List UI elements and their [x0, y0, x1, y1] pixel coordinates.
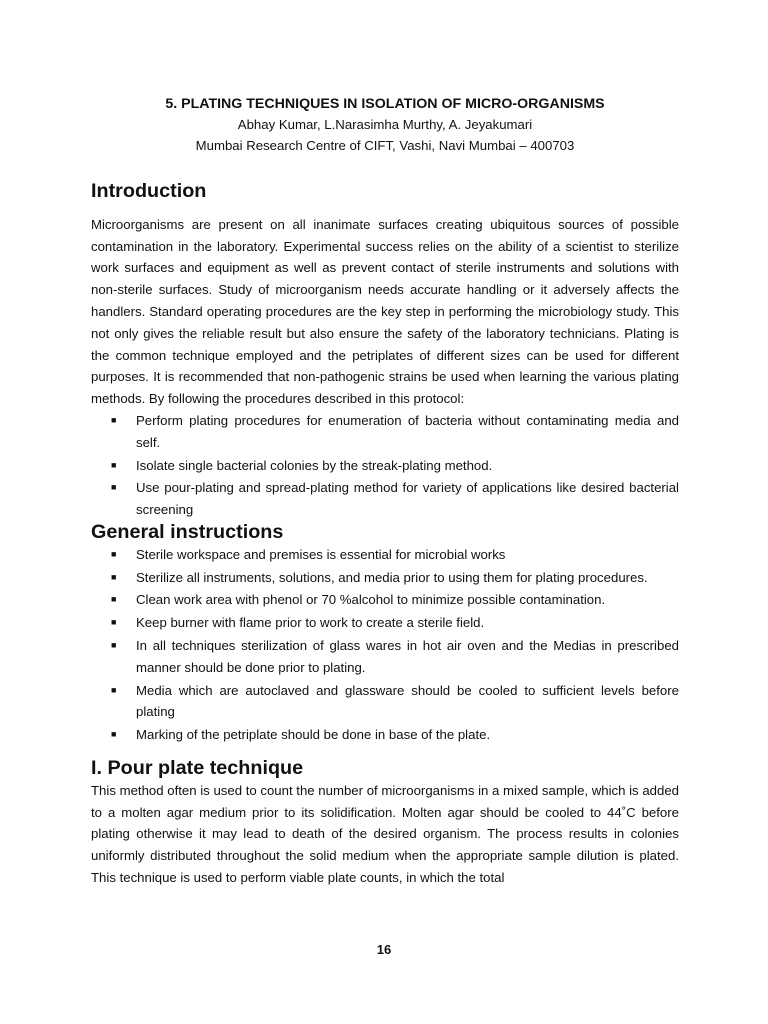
introduction-bullet-list [91, 410, 679, 521]
list-item [91, 455, 679, 477]
pour-plate-heading: I. Pour plate technique [91, 756, 304, 779]
bullet-icon: ■ [111, 414, 117, 425]
bullet-icon: ■ [111, 548, 117, 559]
list-item-text: Marking of the petriplate should be done in base of the plate. [136, 727, 491, 743]
list-item [91, 635, 679, 679]
document-title: 5. PLATING TECHNIQUES IN ISOLATION OF MICRO-ORGANISMS [165, 96, 605, 112]
list-item [91, 589, 679, 611]
general-instructions-bullet-list [91, 544, 679, 746]
affiliation: Mumbai Research Centre of CIFT, Vashi, Navi Mumbai – 400703 [195, 138, 575, 153]
bullet-icon: ■ [111, 684, 117, 695]
list-item [91, 612, 679, 634]
list-item-text: Sterilize all instruments, solutions, and media prior to using them for plating procedures. [136, 569, 648, 585]
list-item-text: Media which are autoclaved and glassware should be cooled to sufficient levels before plating [136, 682, 679, 720]
page-content [91, 94, 679, 889]
introduction-heading: Introduction [91, 180, 207, 202]
list-item [91, 410, 679, 454]
bullet-icon: ■ [111, 571, 117, 582]
list-item [91, 567, 679, 589]
bullet-icon: ■ [111, 729, 117, 740]
page-number: 16 [376, 942, 392, 957]
list-item [91, 680, 679, 724]
list-item-text: Perform plating procedures for enumeration of bacteria without contaminating media and self. [136, 412, 679, 450]
list-item [91, 724, 679, 746]
list-item [91, 544, 679, 566]
bullet-icon: ■ [111, 639, 117, 650]
list-item-text: Isolate single bacterial colonies by the streak-plating method. [136, 457, 493, 473]
list-item-text: Keep burner with flame prior to work to create a sterile field. [136, 615, 485, 631]
list-item-text: Sterile workspace and premises is essential for microbial works [136, 546, 506, 562]
general-instructions-heading: General instructions [91, 520, 284, 543]
list-item [91, 477, 679, 521]
bullet-icon: ■ [111, 617, 117, 628]
bullet-icon: ■ [111, 482, 117, 493]
authors: Abhay Kumar, L.Narasimha Murthy, A. Jeyakumari [237, 117, 533, 132]
list-item-text: In all techniques sterilization of glass wares in hot air oven and the Medias in prescribed manner should be done prior to plating. [136, 637, 679, 675]
pour-plate-paragraph: This method often is used to count the number of microorganisms in a mixed sample, which is added to a molten agar medium prior to its solidification. Molten agar should be cooled to 44˚C before plating otherwise it may lead to death of the desired organism. The process results in colonies uniformly distributed throughout the solid medium when the appropriate sample dilution is plated. This technique is used to perform viable plate counts, in which the total [91, 782, 679, 885]
bullet-icon: ■ [111, 459, 117, 470]
introduction-paragraph: Microorganisms are present on all inanimate surfaces creating ubiquitous sources of possible contamination in the laboratory. Experimental success relies on the ability of a scientist to sterilize work surfaces and equipment as well as prevent contact of sterile instruments and solutions with non-sterile surfaces. Study of microorganism needs accurate handling or it adversely affects the handlers. Standard operating procedures are the key step in performing the microbiology study. This not only gives the reliable result but also ensure the safety of the laboratory technicians. Plating is the common technique employed and the petriplates of different sizes can be used for different purposes. It is recommended that non-pathogenic strains be used when learning the various plating methods. By following the procedures described in this protocol: [91, 216, 679, 407]
list-item-text: Clean work area with phenol or 70 %alcohol to minimize possible contamination. [136, 592, 606, 608]
bullet-icon: ■ [111, 594, 117, 605]
list-item-text: Use pour-plating and spread-plating method for variety of applications like desired bacterial screening [136, 480, 679, 518]
